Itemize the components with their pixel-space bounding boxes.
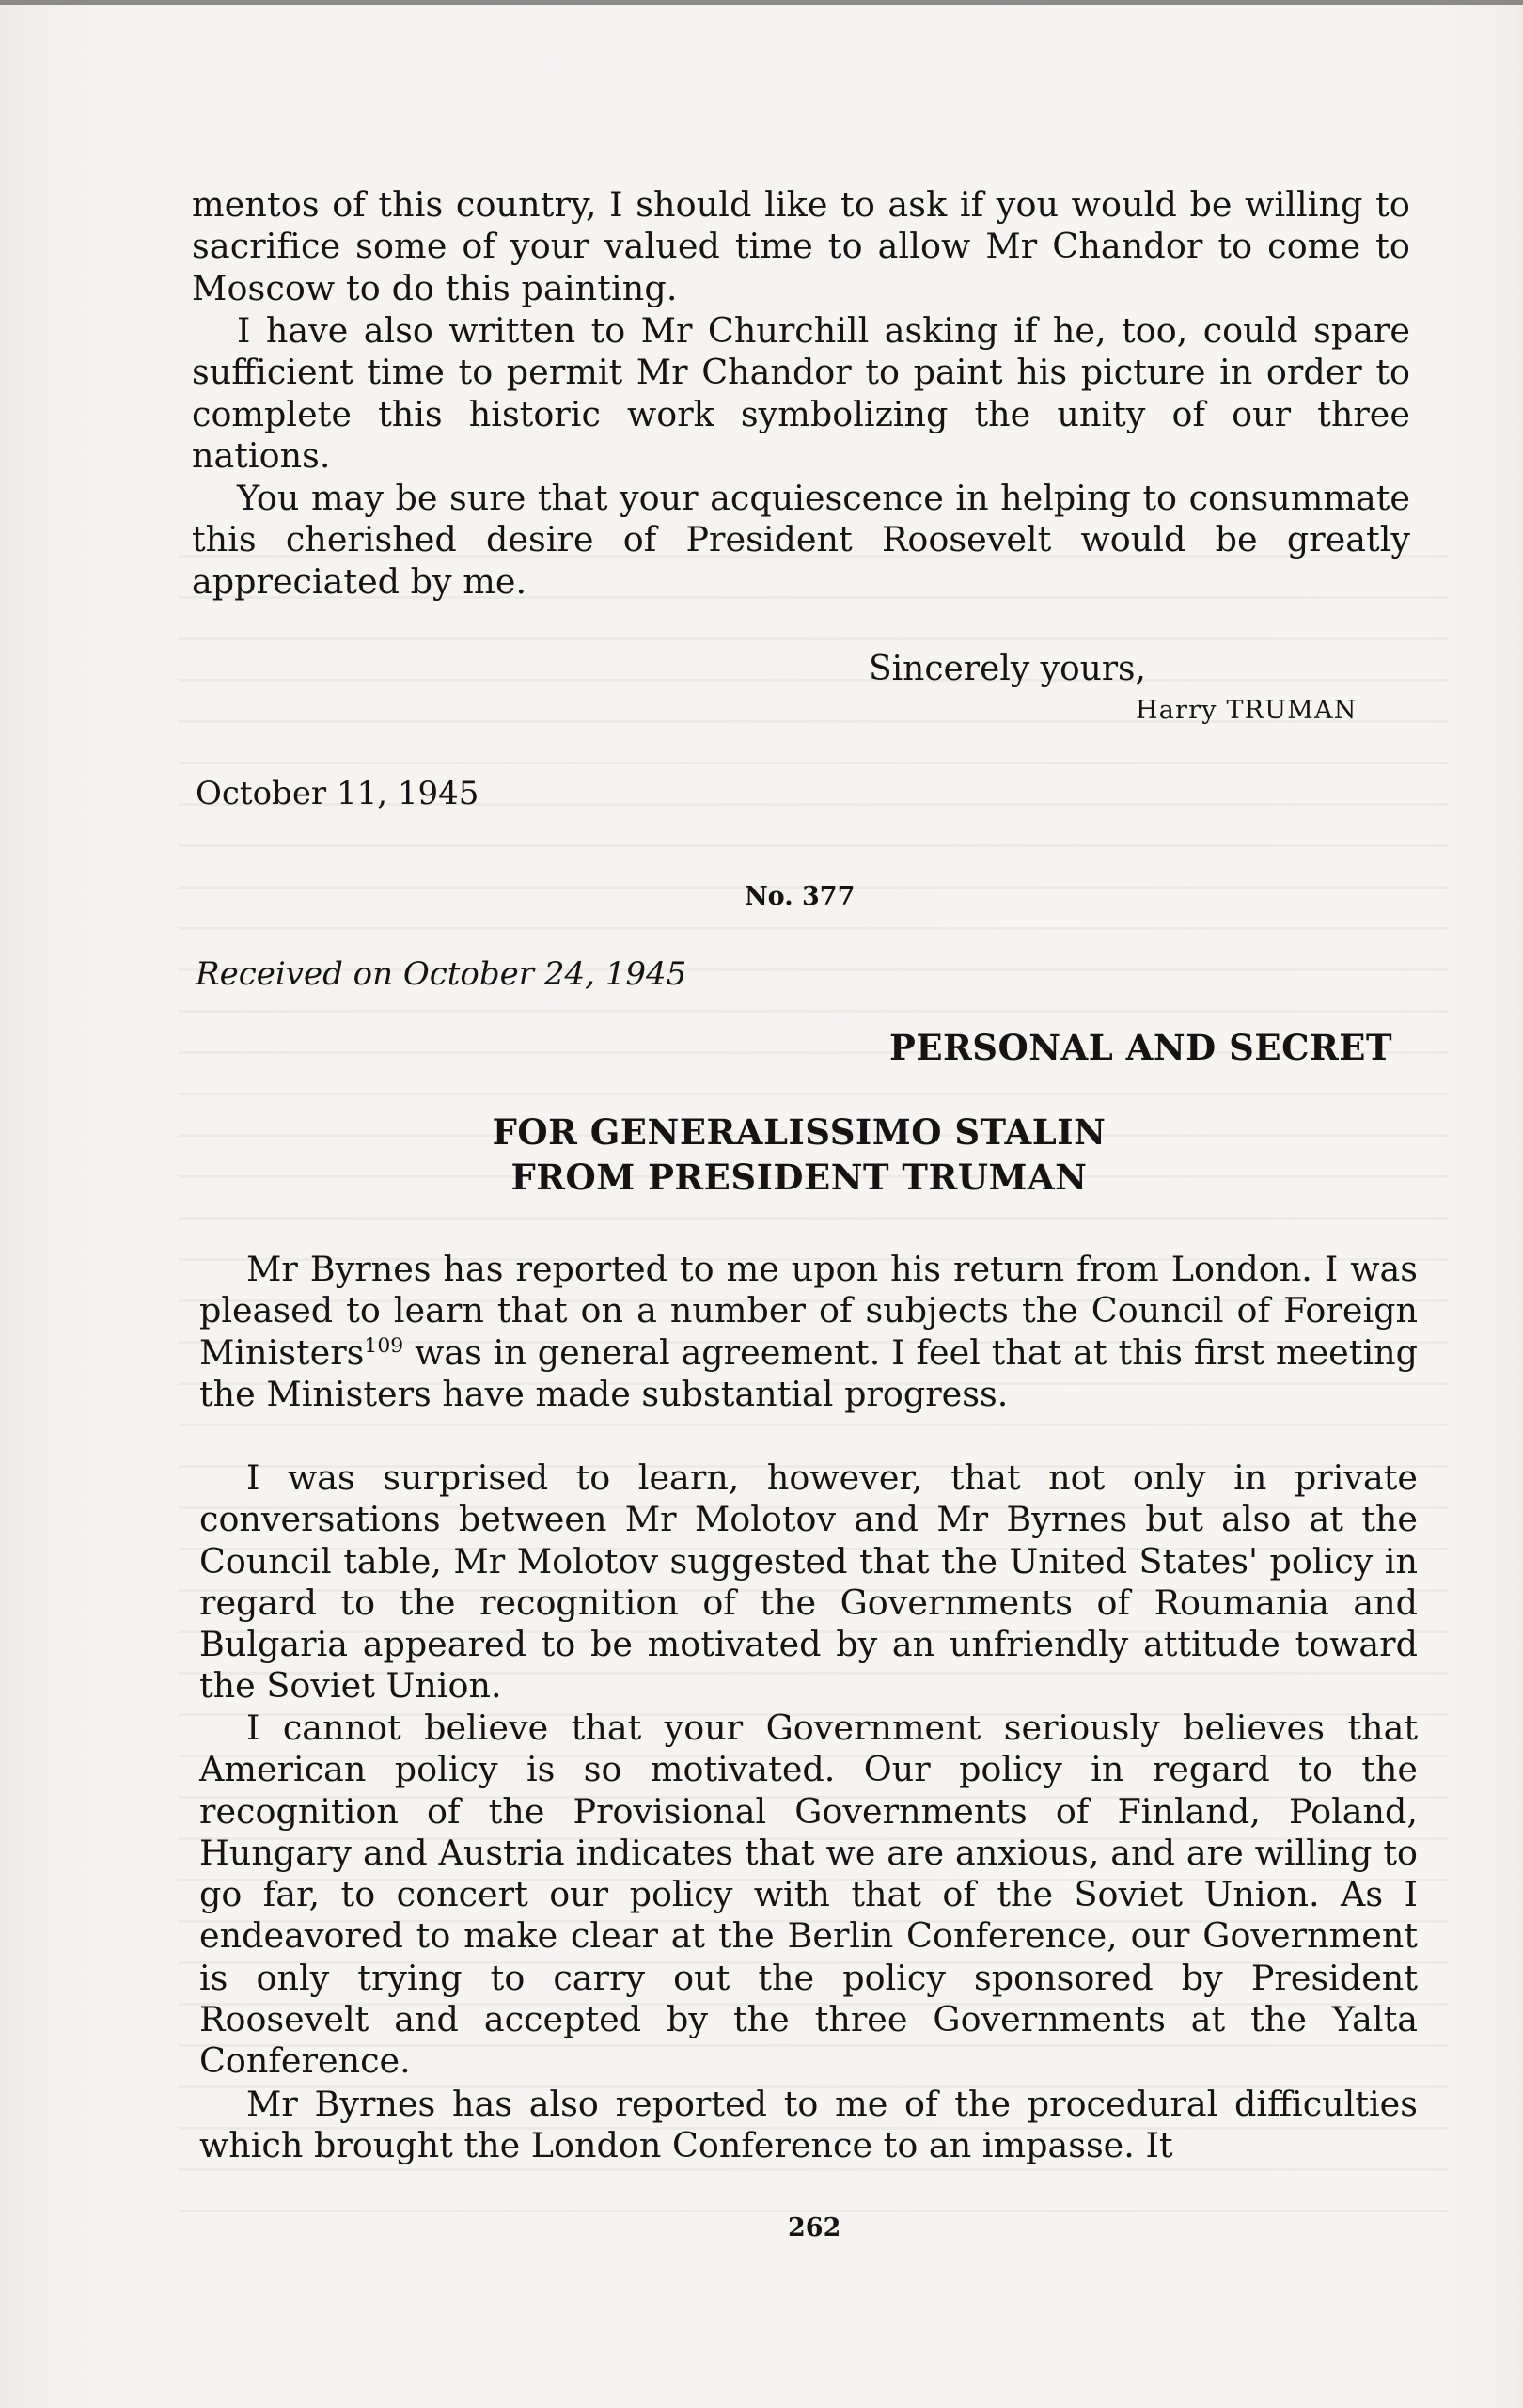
footnote-reference: 109	[364, 1333, 404, 1358]
paragraph-acquiescence: You may be sure that your acquiescence in helping to consummate this cherished desire of President Roosevelt would be greatly appreciated by me.	[192, 478, 1410, 602]
paragraph-surprised: I was surprised to learn, however, that not only in private conversations between Mr Molotov and Mr Byrnes but also at the Council table, Mr Molotov suggested that the United States' policy in regard to the recognition of the Governments of Roumania and Bulgaria appeared to be motivated by an unfriendly attitude toward the Soviet Union.	[199, 1457, 1418, 1707]
paragraph-byrnes-report-text: Mr Byrnes has reported to me upon his return from London. I was pleased to learn that on a number of subjects the Council of Foreign Ministers	[199, 1249, 1418, 1373]
heading-from: FROM PRESIDENT TRUMAN	[510, 1157, 1088, 1198]
paragraph-procedural: Mr Byrnes has also reported to me of the procedural difficulties which brought the London Conference to an impasse. It	[199, 2084, 1418, 2166]
classification-label: PERSONAL AND SECRET	[889, 1027, 1392, 1068]
paragraph-intro: mentos of this country, I should like to ask if you would be willing to sacrifice some of your valued time to allow Mr Chandor to come to Moscow to do this painting.	[192, 184, 1410, 308]
letter-date: October 11, 1945	[196, 775, 479, 812]
closing-salutation: Sincerely yours,	[869, 650, 1146, 688]
paragraph-byrnes-report	[199, 1249, 1418, 1415]
paragraph-churchill: I have also written to Mr Churchill asking if he, too, could spare sufficient time to permit Mr Chandor to paint his picture in order to complete this historic work symbolizing the unity of our three nations.	[192, 310, 1410, 476]
document-number: No. 377	[745, 882, 856, 911]
page-number: 262	[788, 2213, 841, 2243]
paragraph-byrnes-report-continued: was in general agreement. I feel that at this first meeting the Ministers have made substantial progress.	[199, 1331, 1418, 1414]
paragraph-cannot-believe: I cannot believe that your Government seriously believes that American policy is so motivated. Our policy in regard to the recognition of the Provisional Governments of Finland, Poland, Hungary and Austria indicates that we are anxious, and are willing to go far, to concert our policy with that of the Soviet Union. As I endeavored to make clear at the Berlin Conference, our Government is only trying to carry out the policy sponsored by President Roosevelt and accepted by the three Governments at the Yalta Conference.	[199, 1708, 1418, 2082]
signature: Harry TRUMAN	[1136, 696, 1358, 725]
heading-to: FOR GENERALISSIMO STALIN	[492, 1111, 1107, 1153]
scan-edge	[0, 0, 1523, 5]
received-date: Received on October 24, 1945	[196, 955, 687, 993]
